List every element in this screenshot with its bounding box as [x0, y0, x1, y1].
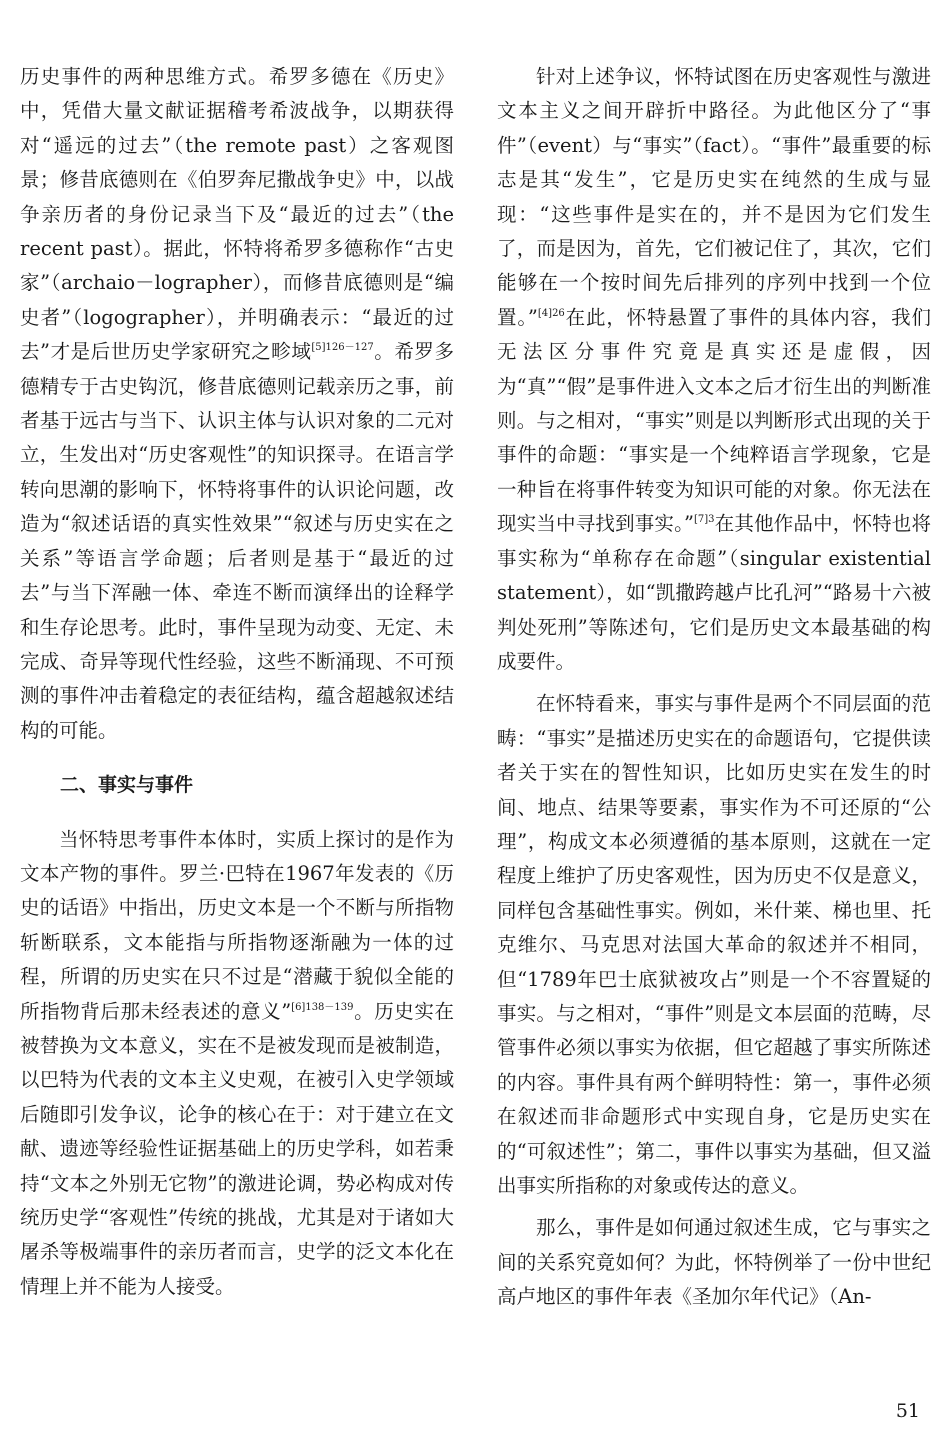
section-heading: 二、事实与事件: [60, 774, 194, 797]
citation: [5]126－127: [311, 342, 374, 354]
citation: [7]3: [694, 514, 715, 526]
citation: [4]26: [537, 307, 565, 319]
left-column: [20, 60, 454, 1304]
right-paragraph-3: 那么，事件是如何通过叙述生成，它与事实之间的关系究竟如何？为此，怀特例举了一份中世纪高卢地区的事件年表《圣加尔年代记》（An-: [497, 1216, 931, 1309]
citation: [6]138－139: [291, 1001, 354, 1013]
right-paragraph-2: 在怀特看来，事实与事件是两个不同层面的范畴：“事实”是描述历史实在的命题语句，它提供读者关于实在的智性知识，比如历史实在发生的时间、地点、结果等要素，事实作为不可还原的“公理”，构成文本必须遵循的基本原则，这就在一定程度上维护了历史客观性，因为历史不仅是意义，同样包含基础性事实。例如，米什莱、梯也里、托克维尔、马克思对法国大革命的叙述并不相同，但“1789年巴士底狱被攻占”则是一个不容置疑的事实。与之相对，“事件”则是文本层面的范畴，尽管事件必须以事实为依据，但它超越了事实所陈述的内容。事件具有两个鲜明特性：第一，事件必须在叙述而非命题形式中实现自身，它是历史实在的“可叙述性”；第二，事件以事实为基础，但又溢出事实所指称的对象或传达的意义。: [497, 692, 931, 1197]
left-paragraph-2: 当怀特思考事件本体时，实质上探讨的是作为文本产物的事件。罗兰·巴特在1967年发表的《历史的话语》中指出，历史文本是一个不断与所指物斩断联系，文本能指与所指物逐渐融为一体的过程，所谓的历史实在只不过是“潜藏于貌似全能的所指物背后那未经表述的意义”$^{[6]138-139}$。历史实在被替换为文本意义，实在不是被发现而是被制造，以巴特为代表的文本主义史观，在被引入史学领域后随即引发争议，论争的核心在于：对于建立在文献、遗迹等经验性证据基础上的历史学科，如若秉持“文本之外别无它物”的激进论调，势必构成对传统历史学“客观性”传统的挑战，尤其是对于诸如大屠杀等极端事件的亲历者而言，史学的泛文本化在情理上并不能为人接受。: [20, 827, 454, 1298]
left-paragraph-1: 历史事件的两种思维方式。希罗多德在《历史》中，凭借大量文献证据稽考希波战争，以期获得对“遥远的过去”（the remote past）之客观图景；修昔底德则在《伯罗奔尼撒战争史》中，以战争亲历者的身份记录当下及“最近的过去”（the recent past）。据此，怀特将希罗多德称作“古史家”（archaio－lographer），而修昔底德则是“编史者”（logographer），并明确表示：“最近的过去”才是后世历史学家研究之畛域$^{[5]126-127}$。希罗多德精专于古史钩沉，修昔底德则记载亲历之事，前者基于远古与当下、认识主体与认识对象的二元对立，生发出对“历史客观性”的知识探寻。在语言学转向思潮的影响下，怀特将事件的认识论问题，改造为“叙述话语的真实性效果”“叙述与历史实在之关系”等语言学命题；后者则是基于“最近的过去”与当下浑融一体、牵连不断而演绎出的诠释学和生存论思考。此时，事件呈现为动变、无定、未完成、奇异等现代性经验，这些不断涌现、不可预测的事件冲击着稳定的表征结构，蕴含超越叙述结构的可能。: [20, 65, 454, 742]
right-column: [497, 60, 931, 1315]
right-paragraph-1: 针对上述争议，怀特试图在历史客观性与激进文本主义之间开辟折中路径。为此他区分了“事件”（event）与“事实”（fact）。“事件”最重要的标志是其“发生”，它是历史实在纯然的生成与显现：“这些事件是实在的，并不是因为它们发生了，而是因为，首先，它们被记住了，其次，它们能够在一个按时间先后排列的序列中找到一个位置。”$^{[4]26}$在此，怀特悬置了事件的具体内容，我们无法区分事件究竟是真实还是虚假，因为“真”“假”是事件进入文本之后才衍生出的判断准则。与之相对，“事实”则是以判断形式出现的关于事件的命题：“事实是一个纯粹语言学现象，它是一种旨在将事件转变为知识可能的对象。你无法在现实当中寻找到事实。”$^{[7]3}$在其他作品中，怀特也将事实称为“单称存在命题”（singular existential statement），如“凯撒跨越卢比孔河”“路易十六被判处死刑”等陈述句，它们是历史文本最基础的构成要件。: [497, 65, 931, 673]
page-number: 51: [895, 1400, 920, 1422]
